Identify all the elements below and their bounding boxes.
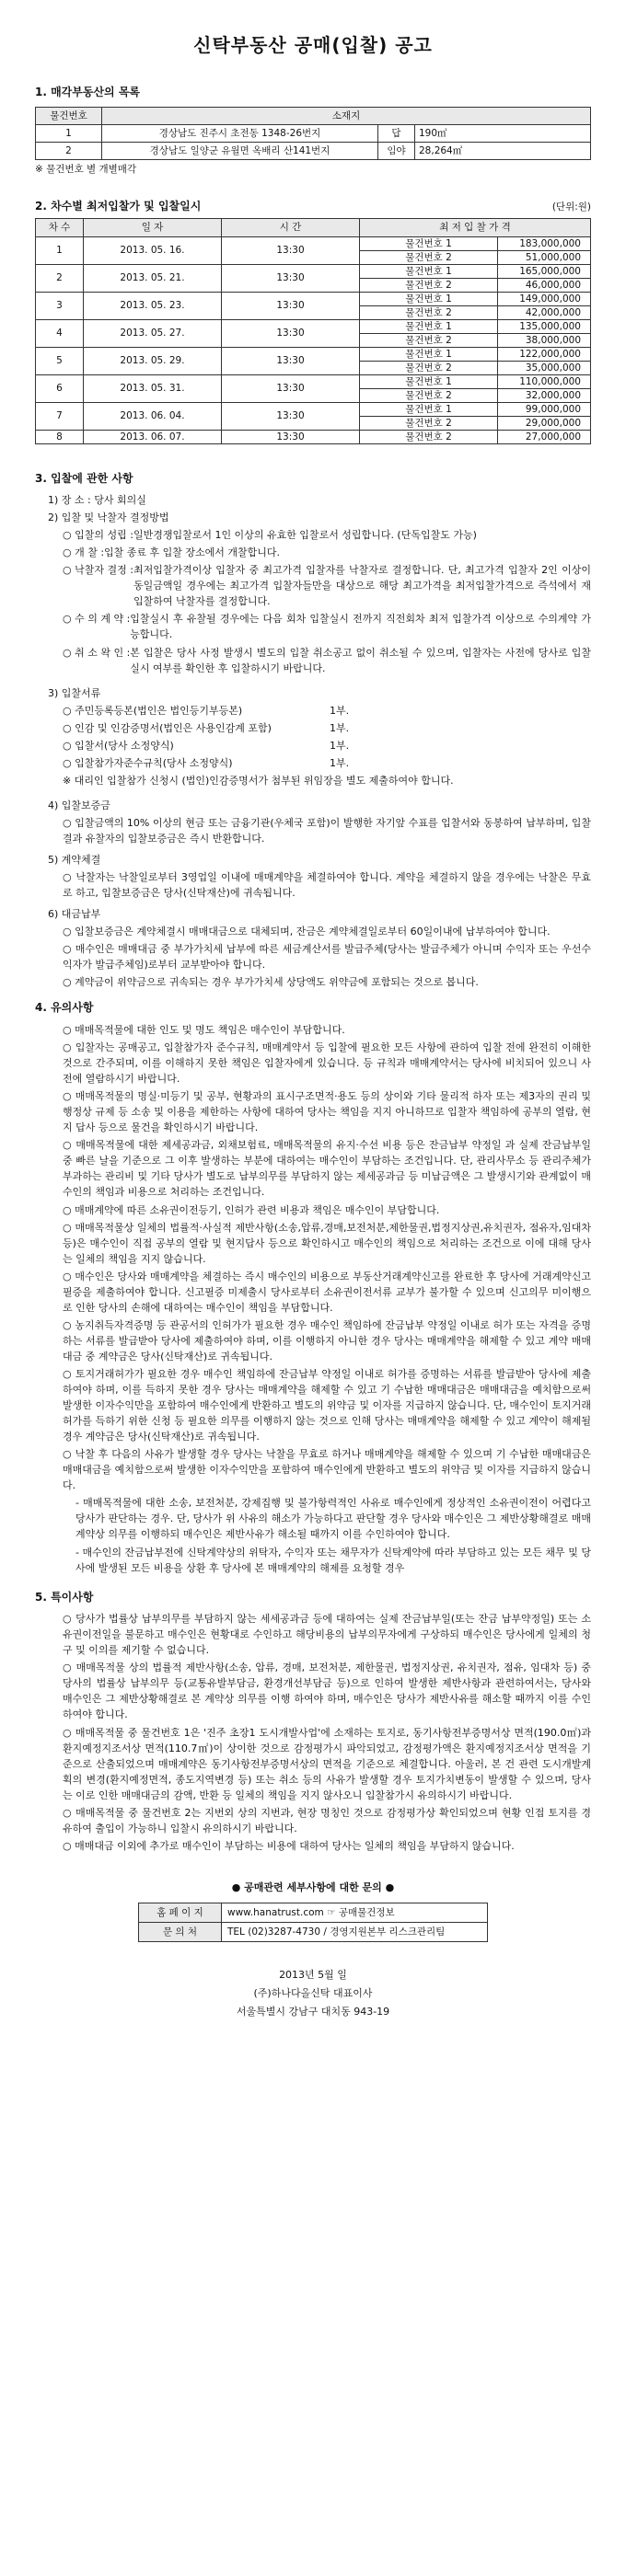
section-5-heading: 5. 특이사항: [35, 1590, 94, 1604]
table-row: [36, 236, 591, 250]
table-row: [36, 124, 591, 142]
price-item-label: 물건번호 1: [360, 264, 498, 278]
caution-item: ○ 매매목적물의 명실·미등기 및 공부, 현황과의 표시구조면적·용도 등의 상이와 기타 물리적 하자 또는 제3자의 권리 및 행정상 규제 등 소송 및 이용을 제한하는 사항에 대하여 당사는 책임을 지지 아니하므로 입찰자 책임하에 공부의 열람, 현지 답사 등으로 물건을 확인하시기 바랍니다.: [63, 1090, 591, 1134]
price-item-label: 물건번호 2: [360, 388, 498, 402]
item-area: 190㎡: [415, 124, 591, 142]
price-value: 165,000,000: [498, 264, 591, 278]
round-date: 2013. 05. 29.: [84, 347, 222, 374]
price-value: 135,000,000: [498, 319, 591, 333]
method-item: ○ 입찰의 성립 : 일반경쟁입찰로서 1인 이상의 유효한 입찰로서 성립합니다. (단독입찰도 가능): [63, 529, 477, 542]
price-value: 122,000,000: [498, 347, 591, 361]
contract-text: ○ 낙찰자는 낙찰일로부터 3영업일 이내에 매매계약을 체결하여야 합니다. 계약을 체결하지 않을 경우에는 낙찰은 무효로 하고, 입찰보증금은 당사(신탁재산)에 귀속됩니다.: [63, 871, 591, 900]
caution-subitem: - 매매목적물에 대한 소송, 보전처분, 강제집행 및 불가항력적인 사유로 매수인에게 정상적인 소유권이전이 어렵다고 당사가 판단하는 경우. 단, 당사가 위 사유의 해소가 가능하다고 판단할 경우 당사와 매수인은 그 제반상황해결로 매매계약상 의무를 이행하되 매수인은 제반사유가 해소될 때까지 이를 수인하여야 합니다.: [75, 1497, 591, 1541]
col-header-location: 소재지: [102, 107, 591, 124]
doc-item: ○ 입찰서(당사 소정양식) 1부.: [63, 739, 350, 752]
table-row: [36, 374, 591, 388]
price-item-label: 물건번호 2: [360, 430, 498, 443]
round-time: 13:30: [222, 236, 360, 264]
price-item-label: 물건번호 1: [360, 292, 498, 305]
item-address: 경상남도 일양군 유월면 옥배리 산141번지: [102, 143, 378, 160]
round-no: 5: [36, 347, 84, 374]
doc-item: ○ 입찰참가자준수규칙(당사 소정양식) 1부.: [63, 756, 350, 769]
homepage-link[interactable]: www.hanatrust.com ☞ 공매물건정보: [222, 1903, 488, 1922]
special-item: ○ 매매목적물 상의 법률적 제반사항(소송, 압류, 경매, 보전처분, 제한물권, 법정지상권, 유치권자, 점유, 임대차 등) 중 당사의 법률상 납부의무 등(교통유발부담금, 환경개선부담금 등)으로 인하여 발생한 제반사항과 관련하여서는, 당사와 매수인은 그 제반상황해결로 본 계약상 의무를 이행 하여야 하며, 매수인은 당사가 제반사유를 해소할 때까지 이를 수인하여야 합니다.: [63, 1662, 591, 1721]
contract-heading: 5) 계약체결: [48, 854, 101, 867]
price-value: 38,000,000: [498, 333, 591, 347]
price-value: 32,000,000: [498, 388, 591, 402]
price-item-label: 물건번호 1: [360, 374, 498, 388]
section-1-note: ※ 물건번호 별 개별매각: [35, 164, 137, 176]
price-item-label: 물건번호 2: [360, 361, 498, 374]
price-item-label: 물건번호 2: [360, 333, 498, 347]
table-row: [36, 402, 591, 416]
caution-item: ○ 매매목적물에 대한 인도 및 명도 책임은 매수인이 부담합니다.: [63, 1024, 345, 1037]
property-list-table: [35, 107, 591, 161]
item-area: 28,264㎡: [415, 143, 591, 160]
item-no: 1: [36, 124, 102, 142]
inquiry-contact: TEL (02)3287-4730 / 경영지원본부 리스크관리팀: [222, 1923, 488, 1942]
price-item-label: 물건번호 1: [360, 319, 498, 333]
caution-item: ○ 매매계약에 따른 소유권이전등기, 인허가 관련 비용과 책임은 매수인이 부담합니다.: [63, 1203, 440, 1216]
round-date: 2013. 05. 27.: [84, 319, 222, 347]
col-header-date: 일 자: [84, 219, 222, 236]
payment-item: ○ 계약금이 위약금으로 귀속되는 경우 부가가치세 상당액도 위약금에 포함되는 것으로 봅니다.: [63, 976, 479, 989]
price-value: 51,000,000: [498, 250, 591, 264]
contact-heading: ● 공매관련 세부사항에 대한 문의 ●: [231, 1880, 395, 1893]
price-value: 35,000,000: [498, 361, 591, 374]
round-no: 6: [36, 374, 84, 402]
section-2-heading: 2. 차수별 최저입찰가 및 입찰일시: [35, 199, 202, 213]
method-item: ○ 개 찰 : 입찰 종료 후 입찰 장소에서 개찰합니다.: [63, 546, 281, 559]
inquiry-label: 문 의 처: [139, 1923, 222, 1942]
table-row: [36, 143, 591, 160]
round-time: 13:30: [222, 402, 360, 430]
doc-item: ○ 인감 및 인감증명서(법인은 사용인감계 포함) 1부.: [63, 721, 350, 734]
payment-item: ○ 매수인은 매매대금 중 부가가치세 납부에 따른 세금계산서를 발급주체(당사는 발급주체가 아니며 수익자 또는 우선수익자가 발급주체임)로부터 교부받아야 합니다.: [63, 943, 591, 972]
price-value: 149,000,000: [498, 292, 591, 305]
round-date: 2013. 05. 16.: [84, 236, 222, 264]
round-no: 4: [36, 319, 84, 347]
company-name: (주)하나다올신탁 대표이사: [253, 1987, 373, 2000]
method-heading: 2) 입찰 및 낙찰자 결정방법: [48, 512, 169, 524]
price-item-label: 물건번호 2: [360, 416, 498, 430]
price-value: 42,000,000: [498, 305, 591, 319]
method-item: ○ 낙찰자 결정 : 최저입찰가격이상 입찰자 중 최고가격 입찰자를 낙찰자로 결정합니다. 단, 최고가격 입찰자 2인 이상이 동일금액일 경우에는 최고가격 입찰자들만을 대상으로 해당 최고가격을 최저입찰가격으로 즉석에서 재입찰하여 낙찰자를 결정합니다.: [63, 564, 591, 608]
company-address: 서울특별시 강남구 대치동 943-19: [236, 2006, 390, 2018]
payment-item: ○ 입찰보증금은 계약체결시 매매대금으로 대체되며, 잔금은 계약체결일로부터 60일이내에 납부하여야 합니다.: [63, 926, 551, 938]
homepage-label: 홈 페 이 지: [139, 1903, 222, 1922]
table-row: [36, 347, 591, 361]
page-title: 신탁부동산 공매(입찰) 공고: [193, 34, 433, 56]
price-value: 27,000,000: [498, 430, 591, 443]
price-value: 110,000,000: [498, 374, 591, 388]
price-item-label: 물건번호 2: [360, 278, 498, 292]
special-item: ○ 매매목적물 중 물건번호 1은 '진주 초장1 도시개발사업'에 소재하는 토지로, 동기사항전부증명서상 면적(190.0㎡)과 환지예정지조서상 면적(110.7㎡)이 상이한 것으로 감정평가시 파악되었고, 감정평가액은 환지예정지조서상 면적을 기준으로 산출되었으며 매매계약은 동기사항전부증명서상의 면적을 기준으로 체결합니다. 아울러, 본 건 관련 도시개발계획의 변경(환지예정면적, 종도지역변경 등) 또는 취소 등의 사유가 발생할 경우 토지가치변동이 발생할 수 있으며, 당사는 이로 인한 매매대금의 감액, 반환 등 일체의 책임을 지지 않사오니 입찰참가시 유의하시기 바랍니다.: [63, 1726, 591, 1801]
round-date: 2013. 06. 07.: [84, 430, 222, 443]
unit-label: (단위:원): [551, 201, 591, 213]
round-no: 2: [36, 264, 84, 292]
round-time: 13:30: [222, 264, 360, 292]
round-time: 13:30: [222, 292, 360, 319]
place-line: 1) 장 소 : 당사 회의실: [48, 494, 146, 507]
caution-subitem: - 매수인의 잔금납부전에 신탁계약상의 위탁자, 수익자 또는 채무자가 신탁계약에 따라 부담하고 있는 모든 채무 및 당사에 발생된 모든 비용을 상환 후 당사에 본 매매계약의 해제를 요청할 경우: [75, 1546, 591, 1574]
price-value: 99,000,000: [498, 402, 591, 416]
round-no: 7: [36, 402, 84, 430]
price-item-label: 물건번호 1: [360, 236, 498, 250]
round-time: 13:30: [222, 374, 360, 402]
price-item-label: 물건번호 1: [360, 347, 498, 361]
notice-date: 2013년 5월 일: [279, 1969, 347, 1982]
price-value: 183,000,000: [498, 236, 591, 250]
round-no: 1: [36, 236, 84, 264]
price-item-label: 물건번호 1: [360, 402, 498, 416]
caution-item: ○ 토지거래허가가 필요한 경우 매수인 책임하에 잔금납부 약정일 이내로 허가를 증명하는 서류를 발급받아 당사에 제출하여야 하며, 이를 득하지 못한 경우 당사는 매매계약을 해제할 수 있고 기 수납한 매매대금은 매매대금을 예치함으로써 발생한 이자수익만을 포함하여 매수인에게 반환하고 별도의 위약금 및 이자를 지급하지 않습니다. 단, 매수인이 토지거래허가를 득하기 위한 신청 등 필요한 의무를 이행하지 않는 것으로 인해 당사는 매매계약을 해제할 수 있고 계약이 해제될 경우 계약금은 당사(신탁재산)로 귀속됩니다.: [63, 1368, 591, 1443]
col-header-time: 시 간: [222, 219, 360, 236]
table-row: [36, 292, 591, 305]
round-no: 8: [36, 430, 84, 443]
special-item: ○ 당사가 법률상 납부의무를 부담하지 않는 세세공과금 등에 대하여는 실제 잔금납부일(또는 잔금 납부약정일) 또는 소유권이전일을 불문하고 매수인은 현황대로 수인하고 해당비용의 납부의무자에게 구상하되 매수인은 당사에게 일체의 청구 및 이의를 제기할 수 없습니다.: [63, 1613, 591, 1657]
price-item-label: 물건번호 2: [360, 305, 498, 319]
section-3-heading: 3. 입찰에 관한 사항: [35, 471, 133, 485]
round-time: 13:30: [222, 347, 360, 374]
table-row: [36, 319, 591, 333]
round-date: 2013. 05. 23.: [84, 292, 222, 319]
section-4-heading: 4. 유의사항: [35, 1001, 94, 1015]
docs-heading: 3) 입찰서류: [48, 686, 101, 699]
col-header-min-price: 최 저 입 찰 가 격: [360, 219, 591, 236]
caution-item: ○ 매수인은 당사와 매매계약을 체결하는 즉시 매수인의 비용으로 부동산거래계약신고를 완료한 후 당사에 거래계약신고필증을 제출하여야 합니다. 신고필증 미제출시 당사로부터 소유권이전서류 교부가 불가할 수 있으며 신고의무 미이행으로 인한 당사의 손해에 대하여는 매수인이 책임을 부담합니다.: [63, 1270, 591, 1314]
price-item-label: 물건번호 2: [360, 250, 498, 264]
schedule-table: [35, 218, 591, 443]
caution-item: ○ 매매목적물상 일체의 법률적·사실적 제반사항(소송,압류,경매,보전처분,제한물권,법정지상권,유치권자, 점유자,임대차 등)은 매수인이 직접 공부의 열람 및 현지답사 등으로 확인하시고 매수인의 책임으로 처리하는 조건으로 이에 대해 당사는 일체의 책임을 지지 않습니다.: [63, 1221, 591, 1265]
price-value: 46,000,000: [498, 278, 591, 292]
deposit-text: ○ 입찰금액의 10% 이상의 현금 또는 금융기관(우체국 포함)이 발행한 자기앞 수표를 입찰서와 동봉하여 납부하며, 입찰결과 유찰자의 입찰보증금은 즉시 반환합니다.: [63, 816, 591, 845]
payment-heading: 6) 대금납부: [48, 908, 101, 921]
method-item: ○ 취 소 왁 인 : 본 입찰은 당사 사정 발생시 별도의 입찰 취소공고 없이 취소될 수 있으며, 입찰자는 사전에 당사로 입찰 실시 여부를 확인한 후 입찰하시기 바랍니다.: [63, 646, 591, 674]
section-1-heading: 1. 매각부동산의 목록: [35, 86, 141, 98]
item-land-type: 임야: [378, 143, 415, 160]
special-item: ○ 매매목적물 중 물건번호 2는 지번외 상의 지번과, 현장 명칭인 것으로 감정평가상 확인되었으며 현황 인접 토지를 경유하여 출입이 가능하니 입찰시 유의하시기 바랍니다.: [63, 1806, 591, 1834]
docs-note: ※ 대리인 입찰참가 신청시 (법인)인감증명서가 첨부된 위임장을 별도 제출하여야 합니다.: [63, 774, 454, 787]
doc-item: ○ 주민등록등본(법인은 법인등기부등본) 1부.: [63, 704, 350, 717]
special-item: ○ 매매대금 이외에 추가로 매수인이 부담하는 비용에 대하여 당사는 일체의 책임을 부담하지 않습니다.: [63, 1839, 515, 1852]
contact-table: [138, 1903, 488, 1943]
round-time: 13:30: [222, 430, 360, 443]
schedule-body: [36, 236, 591, 443]
col-header-round: 차 수: [36, 219, 84, 236]
caution-item: ○ 농지취득자격증명 등 관공서의 인허가가 필요한 경우 매수인 책임하에 잔금납부 약정일 이내로 허가 또는 자격을 증명하는 서류를 발급받아 당사에 제출하여야 하며, 이를 이행하지 아니한 경우 당사는 매매계약을 해제할 수 있고 계약 매매대금 중 계약금은 당사(신탁재산)로 귀속됩니다.: [63, 1318, 591, 1363]
item-land-type: 답: [378, 124, 415, 142]
item-address: 경상남도 진주시 초전동 1348-26번지: [102, 124, 378, 142]
caution-item: ○ 낙찰 후 다음의 사유가 발생할 경우 당사는 낙찰을 무효로 하거나 매매계약을 해제할 수 있으며 기 수납한 매매대금은 매매대금을 예치함으로써 발생한 이자수익만을 포함하여 매수인에게 반환하고 별도의 위약금 및 이자를 지급하지 않습니다.: [63, 1448, 591, 1492]
table-row: [36, 264, 591, 278]
col-header-item-no: 물건번호: [36, 107, 102, 124]
round-date: 2013. 05. 31.: [84, 374, 222, 402]
signature-block: [35, 1966, 591, 2020]
deposit-heading: 4) 입찰보증금: [48, 799, 110, 811]
method-item: ○ 수 의 계 약 : 입찰실시 후 유찰될 경우에는 다음 회차 입찰실시 전까지 직전회차 최저 입찰가격 이상으로 수의계약 가능합니다.: [63, 613, 591, 641]
table-row: [36, 430, 591, 443]
round-date: 2013. 06. 04.: [84, 402, 222, 430]
caution-item: ○ 입찰자는 공매공고, 입찰참가자 준수규칙, 매매계약서 등 입찰에 필요한 모든 사항에 관하여 입찰 전에 완전히 이해한 것으로 간주되며, 이를 이해하지 못한 책임은 입찰자에게 있습니다. 등 규칙과 매매계약서는 당사에 비치되어 있으니 사전에 열람하시기 바랍니다.: [63, 1041, 591, 1086]
caution-item: ○ 매매목적물에 대한 제세공과금, 외채보험료, 매매목적물의 유지·수선 비용 등은 잔금납부 약정일 과 실제 잔금납부일 중 빠른 날을 기준으로 그 이후 발생하는 부분에 대하여는 매수인이 부담하는 조건입니다. 단, 관리사무소 등 관리주체가 부과하는 관리비 및 기타 당사가 별도로 납부의무를 부담하지 않는 제세공과금 등 미납금액은 그 발생시기와 관계없이 매수인의 책임과 비용으로 처리하는 조건입니다.: [63, 1139, 591, 1199]
round-date: 2013. 05. 21.: [84, 264, 222, 292]
price-value: 29,000,000: [498, 416, 591, 430]
round-time: 13:30: [222, 319, 360, 347]
item-no: 2: [36, 143, 102, 160]
round-no: 3: [36, 292, 84, 319]
